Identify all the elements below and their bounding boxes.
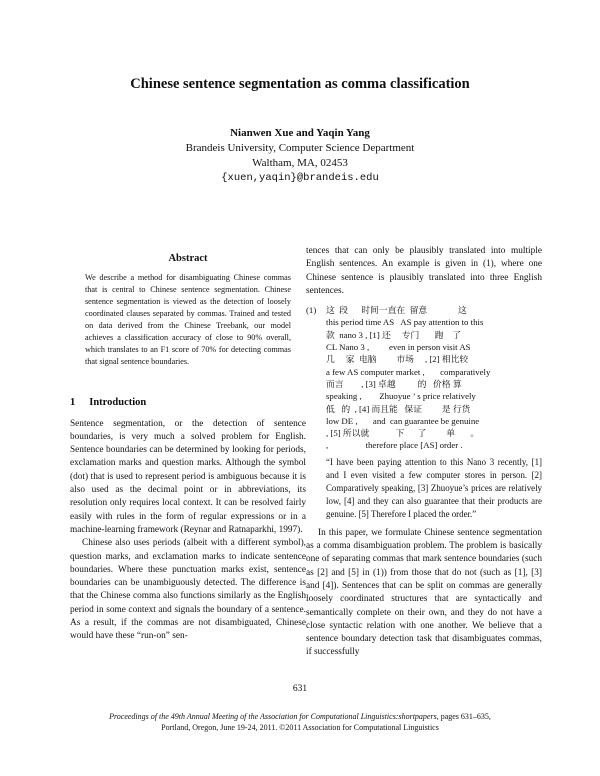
intro-paragraph-2: Chinese also uses periods (albeit with a different symbol), question marks, and exclamation marks to indicate sentence boundaries. Where these punctuation marks exist, sentence boundaries can be unambiguously detected. The difference is that the Chinese comma also functions similarly as the English period in some context and signals the boundary of a sentence. As a result, if the commas are not disambiguated, Chinese would have these “run-on” sen- — [70, 538, 306, 642]
example-gloss — [326, 304, 542, 452]
proceedings-pages: , pages 631–635, — [436, 712, 491, 721]
example-line: 低 的 , [4] 而且能 保证 是 行货 — [326, 403, 471, 414]
location: Waltham, MA, 02453 — [252, 157, 348, 169]
paragraph-continued: tences that can only be plausibly translated into multiple English sentences. An example is given in (1), where one Chinese sentence is plausibly translated into three English sentences. — [306, 246, 542, 296]
example-line: 这 段 时间一直在 留意 这 — [326, 305, 467, 316]
abstract-heading: Abstract — [168, 253, 208, 264]
paper-title: Chinese sentence segmentation as comma classification — [130, 76, 470, 92]
example-number: (1) — [306, 305, 317, 316]
example-line: 款 nano 3 , [1] 还 专门 跑 了 — [326, 329, 462, 340]
example-line: 几 家 电脑 市场 , [2] 相比较 — [326, 354, 469, 365]
left-column — [70, 252, 306, 644]
example-line: 而言 , [3] 卓越 的 价格 算 — [326, 378, 462, 389]
example-line: a few AS computer market , comparatively — [326, 366, 491, 377]
section-heading-introduction — [70, 396, 306, 409]
section-number: 1 — [70, 397, 76, 409]
author-names: Nianwen Xue and Yaqin Yang — [230, 127, 370, 139]
example-1 — [306, 304, 542, 452]
example-line: this period time AS AS pay attention to this — [326, 317, 484, 328]
example-line: low DE , and can guarantee be genuine — [326, 415, 480, 426]
section-title: Introduction — [89, 397, 147, 409]
footer-line-1 — [0, 712, 600, 723]
proceedings-title: Proceedings of the 49th Annual Meeting of the Association for Computational Linguistics:shortpapers — [109, 712, 437, 721]
page-number: 631 — [292, 684, 308, 694]
example-translation: “I have been paying attention to this Nano 3 recently, [1] and I even visited a few computer stores in person. [2] Comparatively speaking, [3] Zhuoyue’s prices are relatively low, [4] and they can also guarantee that their products are genuine. [5] Therefore I placed the order.” — [326, 456, 542, 519]
right-column — [306, 245, 542, 660]
intro-paragraph-1: Sentence segmentation, or the detection of sentence boundaries, is very much a solved problem for English. Sentence boundaries can be determined by looking for periods, exclamation marks and question marks. Although the symbol (dot) that is used to represent period is ambiguous because it is also used as the decimal point or in abbreviations, its resolution only requires local context. It can be resolved fairly easily with rules in the form of regular expressions or in a machine-learning framework (Reynar and Ratnaparkhi, 1997). — [70, 418, 306, 535]
footer — [0, 712, 600, 733]
example-line: speaking , Zhuoyue ’ s price relatively — [326, 391, 476, 402]
example-line: , [5] 所以就 下 了 单 。 — [326, 428, 480, 439]
email: {xuen,yaqin}@brandeis.edu — [221, 172, 379, 184]
abstract-text: We describe a method for disambiguating Chinese commas that is central to Chinese sentence segmentation. Chinese sentence segmentation is viewed as the detection of loosely coordinated clauses separated by commas. Trained and tested on data derived from the Chinese Treebank, our model achieves a classification accuracy of close to 90% overall, which translates to an F1 score of 70% for detecting commas that signal sentence boundaries. — [85, 273, 291, 367]
example-line: , therefore place [AS] order . — [326, 440, 463, 451]
paragraph-main: In this paper, we formulate Chinese sentence segmentation as a comma disambiguation problem. The problem is basically one of separating commas that mark sentence boundaries (such as [2] and [5] in (1)) from those that do not (such as [1], [3] and [4]). Sentences that can be split on commas are generally loosely coordinated structures that are syntactically and semantically complete on their own, and they do not have a close syntactic relation with one another. We believe that a sentence boundary detection task that disambiguates commas, if successfully — [306, 527, 542, 658]
example-line: CL Nano 3 , even in person visit AS — [326, 342, 471, 353]
author-block — [0, 126, 600, 186]
footer-line-2: Portland, Oregon, June 19-24, 2011. ©2011 Association for Computational Linguistics — [161, 722, 439, 732]
affiliation: Brandeis University, Computer Science Department — [185, 142, 415, 154]
